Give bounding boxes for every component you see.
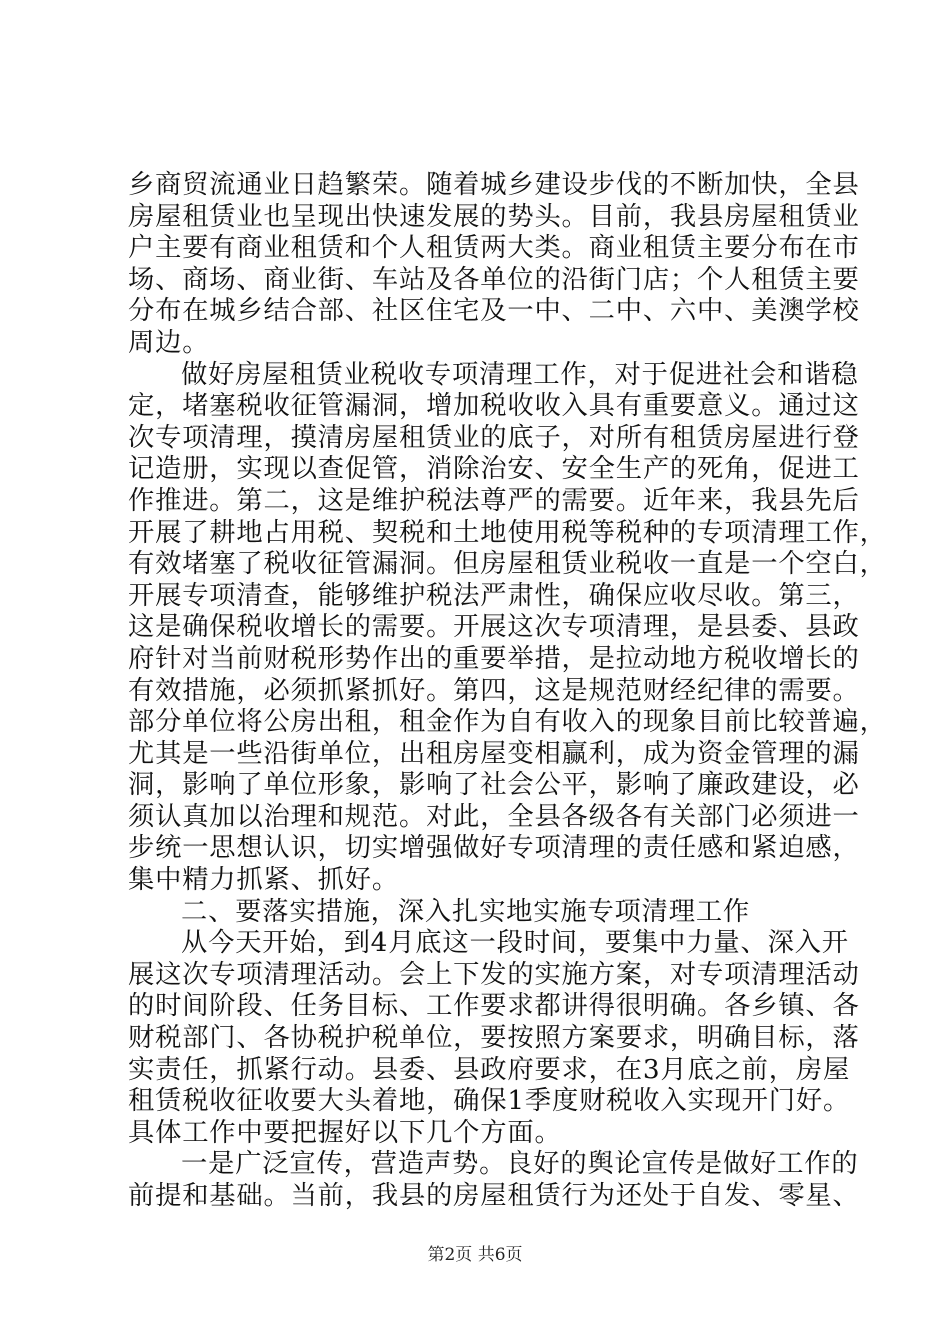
page-footer: 第2页 共6页 <box>427 1245 523 1265</box>
text-line: 租赁税收征收要大头着地，确保1季度财税收入实现开门好。 <box>128 1086 851 1117</box>
text-line: 记造册，实现以查促管，消除治安、安全生产的死角，促进工 <box>128 454 860 485</box>
text-line: 一是广泛宣传，营造声势。良好的舆论宣传是做好工作的 <box>181 1149 859 1180</box>
text-line: 有效措施，必须抓紧抓好。第四，这是规范财经纪律的需要。 <box>128 675 860 706</box>
text-line: 周边。 <box>128 327 210 358</box>
text-line: 场、商场、商业街、车站及各单位的沿街门店；个人租赁主要 <box>128 264 860 295</box>
text-line: 次专项清理，摸清房屋租赁业的底子，对所有租赁房屋进行登 <box>128 422 860 453</box>
text-line: 户主要有商业租赁和个人租赁两大类。商业租赁主要分布在市 <box>128 233 860 264</box>
document-body <box>128 170 887 1213</box>
text-line: 开展专项清查，能够维护税法严肃性，确保应收尽收。第三， <box>128 580 860 611</box>
text-line: 部分单位将公房出租，租金作为自有收入的现象目前比较普遍， <box>128 707 887 738</box>
text-line: 府针对当前财税形势作出的重要举措，是拉动地方税收增长的 <box>128 643 860 674</box>
text-line: 尤其是一些沿街单位，出租房屋变相赢利，成为资金管理的漏 <box>128 738 860 769</box>
text-line: 二、要落实措施，深入扎实地实施专项清理工作 <box>181 896 751 927</box>
text-line: 洞，影响了单位形象，影响了社会公平，影响了廉政建设，必 <box>128 770 860 801</box>
text-line: 做好房屋租赁业税收专项清理工作，对于促进社会和谐稳 <box>181 359 859 390</box>
text-line: 具体工作中要把握好以下几个方面。 <box>128 1117 562 1148</box>
text-line: 作推进。第二，这是维护税法尊严的需要。近年来，我县先后 <box>128 485 860 516</box>
text-line: 实责任，抓紧行动。县委、县政府要求，在3月底之前，房屋 <box>128 1054 851 1085</box>
text-line: 定，堵塞税收征管漏洞，增加税收收入具有重要意义。通过这 <box>128 391 860 422</box>
text-line: 房屋租赁业也呈现出快速发展的势头。目前，我县房屋租赁业 <box>128 201 860 232</box>
text-line: 有效堵塞了税收征管漏洞。但房屋租赁业税收一直是一个空白， <box>128 549 887 580</box>
text-line: 集中精力抓紧、抓好。 <box>128 865 399 896</box>
text-line: 的时间阶段、任务目标、工作要求都讲得很明确。各乡镇、各 <box>128 991 860 1022</box>
text-line: 从今天开始，到4月底这一段时间，要集中力量、深入开 <box>181 928 849 959</box>
text-line: 这是确保税收增长的需要。开展这次专项清理，是县委、县政 <box>128 612 860 643</box>
text-line: 财税部门、各协税护税单位，要按照方案要求，明确目标，落 <box>128 1023 860 1054</box>
text-line: 分布在城乡结合部、社区住宅及一中、二中、六中、美澳学校 <box>128 296 860 327</box>
text-line: 乡商贸流通业日趋繁荣。随着城乡建设步伐的不断加快，全县 <box>128 170 860 200</box>
text-line: 步统一思想认识，切实增强做好专项清理的责任感和紧迫感， <box>128 833 860 864</box>
text-line: 须认真加以治理和规范。对此，全县各级各有关部门必须进一 <box>128 801 860 832</box>
text-line: 前提和基础。当前，我县的房屋租赁行为还处于自发、零星、 <box>128 1181 860 1211</box>
text-line: 开展了耕地占用税、契税和土地使用税等税种的专项清理工作， <box>128 517 887 548</box>
text-line: 展这次专项清理活动。会上下发的实施方案，对专项清理活动 <box>128 959 860 990</box>
